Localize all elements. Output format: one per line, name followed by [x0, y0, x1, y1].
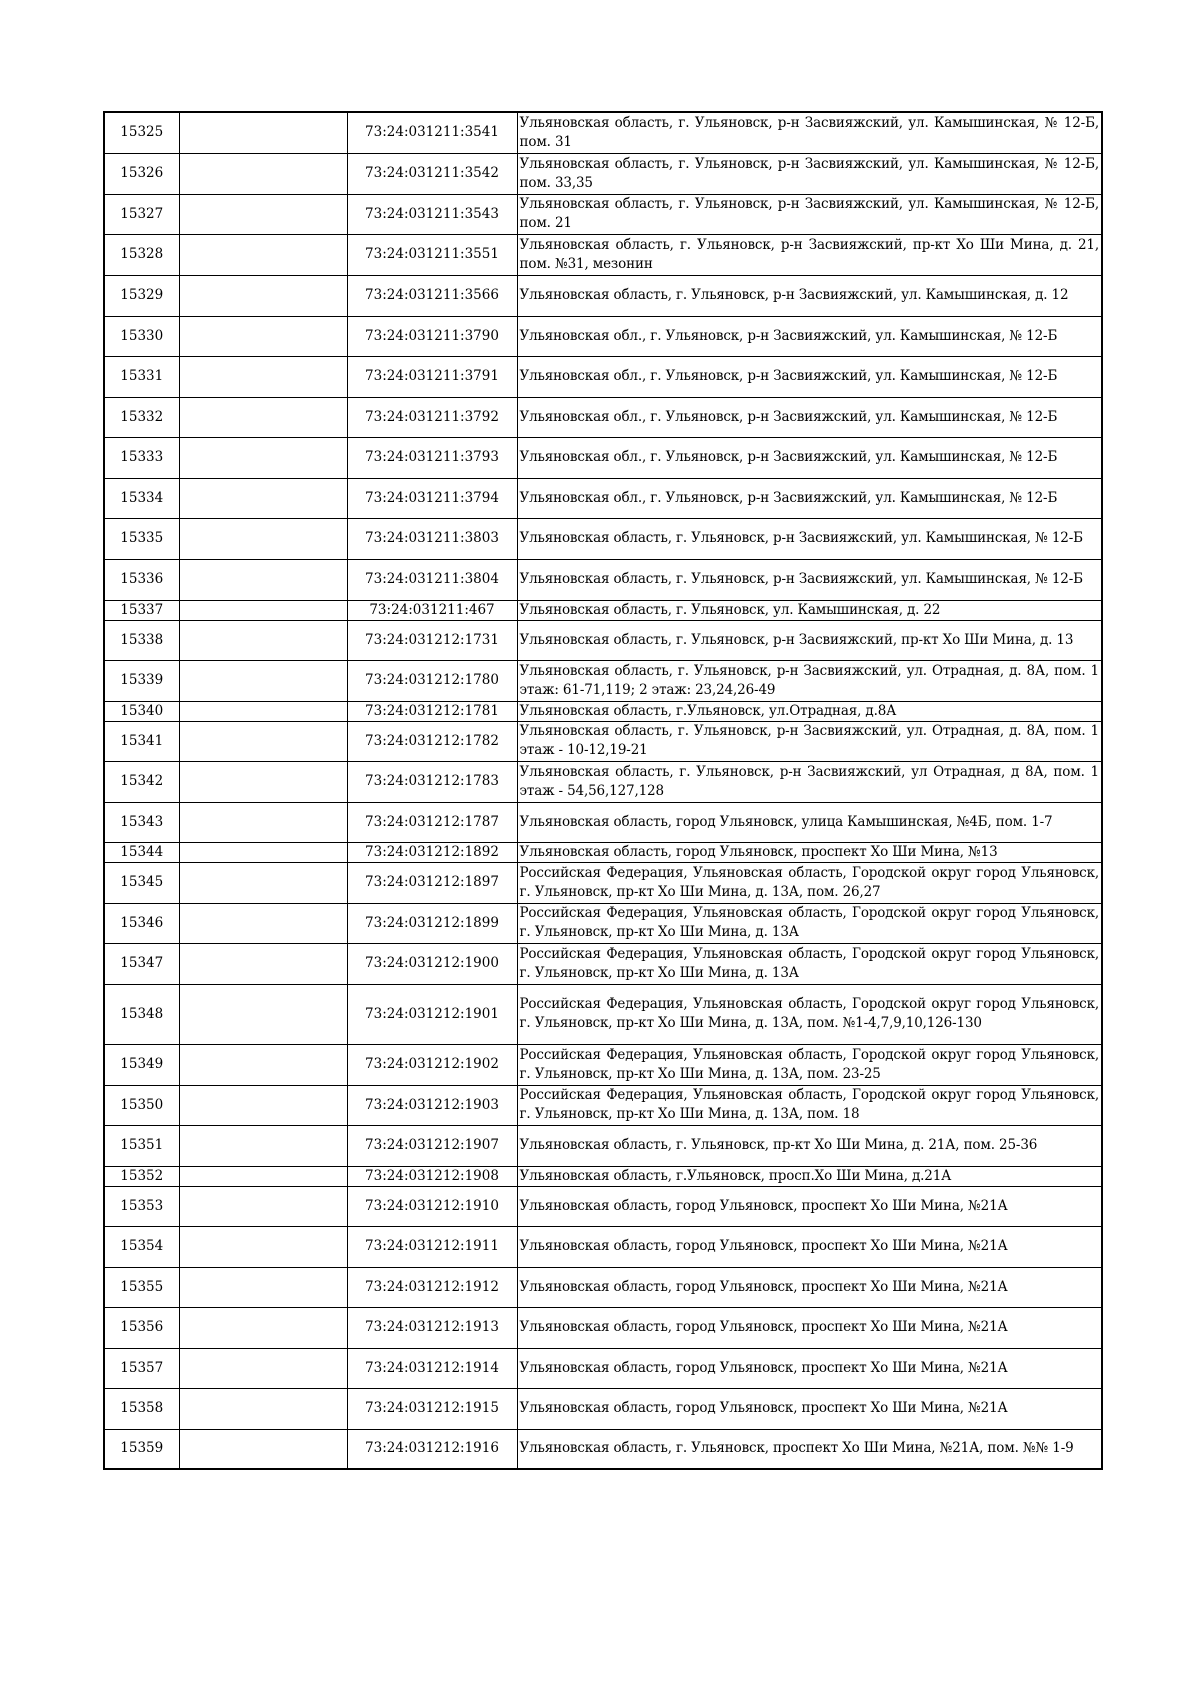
- cadastral-number-cell: 73:24:031212:1907: [347, 1125, 517, 1166]
- address-cell: Ульяновская область, г.Ульяновск, ул.Отрадная, д.8А: [517, 701, 1102, 721]
- table-row: [104, 478, 1102, 518]
- empty-cell: [179, 842, 347, 862]
- row-number-cell: 15347: [104, 943, 179, 984]
- address-cell: Ульяновская область, г. Ульяновск, р-н Засвияжский, ул. Камышинская, № 12-Б: [517, 559, 1102, 600]
- table-row: [104, 984, 1102, 1044]
- empty-cell: [179, 1044, 347, 1085]
- address-cell: Ульяновская область, г. Ульяновск, р-н Засвияжский, ул. Камышинская, № 12-Б, пом. 33,35: [517, 153, 1102, 194]
- table-row: [104, 761, 1102, 802]
- row-number-cell: 15357: [104, 1348, 179, 1388]
- address-cell: Ульяновская область, г. Ульяновск, проспект Хо Ши Мина, №21А, пом. №№ 1-9: [517, 1429, 1102, 1469]
- table-row: [104, 842, 1102, 862]
- row-number-cell: 15345: [104, 862, 179, 903]
- cadastral-number-cell: 73:24:031211:3803: [347, 518, 517, 559]
- empty-cell: [179, 600, 347, 620]
- address-cell: Российская Федерация, Ульяновская область, Городской округ город Ульяновск, г. Ульяновск, пр-кт Хо Ши Мина, д. 13А, пом. 26,27: [517, 862, 1102, 903]
- address-cell: Ульяновская обл., г. Ульяновск, р-н Засвияжский, ул. Камышинская, № 12-Б: [517, 437, 1102, 478]
- empty-cell: [179, 802, 347, 842]
- empty-cell: [179, 1307, 347, 1348]
- address-cell: Российская Федерация, Ульяновская область, Городской округ город Ульяновск, г. Ульяновск, пр-кт Хо Ши Мина, д. 13А: [517, 903, 1102, 943]
- row-number-cell: 15352: [104, 1166, 179, 1186]
- empty-cell: [179, 1085, 347, 1125]
- address-cell: Российская Федерация, Ульяновская область, Городской округ город Ульяновск, г. Ульяновск, пр-кт Хо Ши Мина, д. 13А, пом. 18: [517, 1085, 1102, 1125]
- address-cell: Ульяновская область, г. Ульяновск, ул. Камышинская, д. 22: [517, 600, 1102, 620]
- cadastral-number-cell: 73:24:031212:1908: [347, 1166, 517, 1186]
- cadastral-number-cell: 73:24:031211:3790: [347, 316, 517, 356]
- address-cell: Ульяновская область, город Ульяновск, проспект Хо Ши Мина, №21А: [517, 1267, 1102, 1307]
- table-row: [104, 437, 1102, 478]
- row-number-cell: 15355: [104, 1267, 179, 1307]
- row-number-cell: 15336: [104, 559, 179, 600]
- row-number-cell: 15344: [104, 842, 179, 862]
- cadastral-number-cell: 73:24:031212:1780: [347, 660, 517, 701]
- empty-cell: [179, 1348, 347, 1388]
- table-row: [104, 153, 1102, 194]
- table-row: [104, 862, 1102, 903]
- address-cell: Ульяновская область, г.Ульяновск, просп.Хо Ши Мина, д.21А: [517, 1166, 1102, 1186]
- address-cell: Ульяновская область, г. Ульяновск, р-н Засвияжский, пр-кт Хо Ши Мина, д. 13: [517, 620, 1102, 660]
- address-cell: Ульяновская обл., г. Ульяновск, р-н Засвияжский, ул. Камышинская, № 12-Б: [517, 478, 1102, 518]
- registry-body: [104, 112, 1102, 1469]
- cadastral-number-cell: 73:24:031212:1731: [347, 620, 517, 660]
- address-cell: Ульяновская область, г. Ульяновск, р-н Засвияжский, ул Отрадная, д 8А, пом. 1 этаж - 54,56,127,128: [517, 761, 1102, 802]
- address-cell: Ульяновская область, город Ульяновск, проспект Хо Ши Мина, №21А: [517, 1388, 1102, 1429]
- empty-cell: [179, 660, 347, 701]
- empty-cell: [179, 153, 347, 194]
- empty-cell: [179, 234, 347, 275]
- address-cell: Ульяновская область, город Ульяновск, проспект Хо Ши Мина, №21А: [517, 1186, 1102, 1226]
- address-cell: Ульяновская область, город Ульяновск, проспект Хо Ши Мина, №21А: [517, 1307, 1102, 1348]
- empty-cell: [179, 112, 347, 153]
- table-row: [104, 1125, 1102, 1166]
- address-cell: Ульяновская обл., г. Ульяновск, р-н Засвияжский, ул. Камышинская, № 12-Б: [517, 316, 1102, 356]
- empty-cell: [179, 1166, 347, 1186]
- row-number-cell: 15342: [104, 761, 179, 802]
- address-cell: Российская Федерация, Ульяновская область, Городской округ город Ульяновск, г. Ульяновск, пр-кт Хо Ши Мина, д. 13А: [517, 943, 1102, 984]
- row-number-cell: 15346: [104, 903, 179, 943]
- table-row: [104, 1226, 1102, 1267]
- empty-cell: [179, 1125, 347, 1166]
- cadastral-number-cell: 73:24:031211:3551: [347, 234, 517, 275]
- table-row: [104, 721, 1102, 761]
- row-number-cell: 15329: [104, 275, 179, 316]
- row-number-cell: 15349: [104, 1044, 179, 1085]
- row-number-cell: 15335: [104, 518, 179, 559]
- empty-cell: [179, 316, 347, 356]
- address-cell: Ульяновская область, г. Ульяновск, р-н Засвияжский, ул. Камышинская, № 12-Б: [517, 518, 1102, 559]
- row-number-cell: 15337: [104, 600, 179, 620]
- table-row: [104, 600, 1102, 620]
- address-cell: Российская Федерация, Ульяновская область, Городской округ город Ульяновск, г. Ульяновск, пр-кт Хо Ши Мина, д. 13А, пом. 23-25: [517, 1044, 1102, 1085]
- cadastral-number-cell: 73:24:031211:3541: [347, 112, 517, 153]
- property-registry-table: [103, 111, 1103, 1470]
- cadastral-number-cell: 73:24:031212:1783: [347, 761, 517, 802]
- empty-cell: [179, 397, 347, 437]
- empty-cell: [179, 356, 347, 397]
- document-page: [103, 111, 1101, 1470]
- row-number-cell: 15325: [104, 112, 179, 153]
- row-number-cell: 15326: [104, 153, 179, 194]
- row-number-cell: 15358: [104, 1388, 179, 1429]
- cadastral-number-cell: 73:24:031212:1913: [347, 1307, 517, 1348]
- table-row: [104, 1186, 1102, 1226]
- row-number-cell: 15328: [104, 234, 179, 275]
- row-number-cell: 15327: [104, 194, 179, 234]
- cadastral-number-cell: 73:24:031211:3543: [347, 194, 517, 234]
- cadastral-number-cell: 73:24:031212:1902: [347, 1044, 517, 1085]
- row-number-cell: 15338: [104, 620, 179, 660]
- address-cell: Ульяновская область, город Ульяновск, проспект Хо Ши Мина, №13: [517, 842, 1102, 862]
- row-number-cell: 15353: [104, 1186, 179, 1226]
- table-row: [104, 234, 1102, 275]
- empty-cell: [179, 275, 347, 316]
- address-cell: Ульяновская область, город Ульяновск, проспект Хо Ши Мина, №21А: [517, 1226, 1102, 1267]
- table-row: [104, 802, 1102, 842]
- table-row: [104, 316, 1102, 356]
- cadastral-number-cell: 73:24:031212:1910: [347, 1186, 517, 1226]
- address-cell: Ульяновская область, город Ульяновск, проспект Хо Ши Мина, №21А: [517, 1348, 1102, 1388]
- empty-cell: [179, 1186, 347, 1226]
- empty-cell: [179, 1429, 347, 1469]
- cadastral-number-cell: 73:24:031212:1903: [347, 1085, 517, 1125]
- row-number-cell: 15359: [104, 1429, 179, 1469]
- table-row: [104, 397, 1102, 437]
- row-number-cell: 15351: [104, 1125, 179, 1166]
- table-row: [104, 1307, 1102, 1348]
- address-cell: Ульяновская область, г. Ульяновск, р-н Засвияжский, ул. Камышинская, д. 12: [517, 275, 1102, 316]
- cadastral-number-cell: 73:24:031212:1915: [347, 1388, 517, 1429]
- cadastral-number-cell: 73:24:031211:3566: [347, 275, 517, 316]
- table-row: [104, 1429, 1102, 1469]
- cadastral-number-cell: 73:24:031212:1897: [347, 862, 517, 903]
- table-row: [104, 1044, 1102, 1085]
- cadastral-number-cell: 73:24:031211:3791: [347, 356, 517, 397]
- row-number-cell: 15348: [104, 984, 179, 1044]
- cadastral-number-cell: 73:24:031212:1781: [347, 701, 517, 721]
- empty-cell: [179, 1226, 347, 1267]
- table-row: [104, 559, 1102, 600]
- address-cell: Ульяновская область, г. Ульяновск, р-н Засвияжский, ул. Отрадная, д. 8А, пом. 1 этаж - 10-12,19-21: [517, 721, 1102, 761]
- empty-cell: [179, 721, 347, 761]
- empty-cell: [179, 559, 347, 600]
- table-row: [104, 943, 1102, 984]
- table-row: [104, 1267, 1102, 1307]
- cadastral-number-cell: 73:24:031211:3793: [347, 437, 517, 478]
- table-row: [104, 660, 1102, 701]
- row-number-cell: 15341: [104, 721, 179, 761]
- row-number-cell: 15331: [104, 356, 179, 397]
- row-number-cell: 15332: [104, 397, 179, 437]
- table-row: [104, 194, 1102, 234]
- empty-cell: [179, 761, 347, 802]
- row-number-cell: 15343: [104, 802, 179, 842]
- cadastral-number-cell: 73:24:031212:1782: [347, 721, 517, 761]
- empty-cell: [179, 1267, 347, 1307]
- empty-cell: [179, 194, 347, 234]
- empty-cell: [179, 478, 347, 518]
- cadastral-number-cell: 73:24:031211:3542: [347, 153, 517, 194]
- row-number-cell: 15340: [104, 701, 179, 721]
- cadastral-number-cell: 73:24:031212:1892: [347, 842, 517, 862]
- cadastral-number-cell: 73:24:031212:1916: [347, 1429, 517, 1469]
- row-number-cell: 15356: [104, 1307, 179, 1348]
- row-number-cell: 15354: [104, 1226, 179, 1267]
- row-number-cell: 15334: [104, 478, 179, 518]
- address-cell: Ульяновская область, г. Ульяновск, пр-кт Хо Ши Мина, д. 21А, пом. 25-36: [517, 1125, 1102, 1166]
- cadastral-number-cell: 73:24:031212:1911: [347, 1226, 517, 1267]
- table-row: [104, 620, 1102, 660]
- cadastral-number-cell: 73:24:031212:1900: [347, 943, 517, 984]
- address-cell: Ульяновская область, г. Ульяновск, р-н Засвияжский, ул. Отрадная, д. 8А, пом. 1 этаж: 61-71,119; 2 этаж: 23,24,26-49: [517, 660, 1102, 701]
- empty-cell: [179, 1388, 347, 1429]
- row-number-cell: 15339: [104, 660, 179, 701]
- row-number-cell: 15350: [104, 1085, 179, 1125]
- table-row: [104, 112, 1102, 153]
- address-cell: Ульяновская область, г. Ульяновск, р-н Засвияжский, пр-кт Хо Ши Мина, д. 21, пом. №31, мезонин: [517, 234, 1102, 275]
- cadastral-number-cell: 73:24:031212:1912: [347, 1267, 517, 1307]
- table-row: [104, 1166, 1102, 1186]
- cadastral-number-cell: 73:24:031211:467: [347, 600, 517, 620]
- empty-cell: [179, 984, 347, 1044]
- cadastral-number-cell: 73:24:031211:3794: [347, 478, 517, 518]
- cadastral-number-cell: 73:24:031212:1899: [347, 903, 517, 943]
- empty-cell: [179, 437, 347, 478]
- table-row: [104, 903, 1102, 943]
- address-cell: Ульяновская область, город Ульяновск, улица Камышинская, №4Б, пом. 1-7: [517, 802, 1102, 842]
- address-cell: Ульяновская обл., г. Ульяновск, р-н Засвияжский, ул. Камышинская, № 12-Б: [517, 397, 1102, 437]
- empty-cell: [179, 903, 347, 943]
- cadastral-number-cell: 73:24:031212:1914: [347, 1348, 517, 1388]
- row-number-cell: 15333: [104, 437, 179, 478]
- empty-cell: [179, 862, 347, 903]
- table-row: [104, 356, 1102, 397]
- empty-cell: [179, 943, 347, 984]
- row-number-cell: 15330: [104, 316, 179, 356]
- table-row: [104, 518, 1102, 559]
- cadastral-number-cell: 73:24:031212:1787: [347, 802, 517, 842]
- cadastral-number-cell: 73:24:031211:3792: [347, 397, 517, 437]
- table-row: [104, 701, 1102, 721]
- address-cell: Ульяновская область, г. Ульяновск, р-н Засвияжский, ул. Камышинская, № 12-Б, пом. 21: [517, 194, 1102, 234]
- empty-cell: [179, 620, 347, 660]
- empty-cell: [179, 701, 347, 721]
- table-row: [104, 1388, 1102, 1429]
- table-row: [104, 1085, 1102, 1125]
- empty-cell: [179, 518, 347, 559]
- address-cell: Российская Федерация, Ульяновская область, Городской округ город Ульяновск, г. Ульяновск, пр-кт Хо Ши Мина, д. 13А, пом. №1-4,7,9,10,126-130: [517, 984, 1102, 1044]
- cadastral-number-cell: 73:24:031211:3804: [347, 559, 517, 600]
- cadastral-number-cell: 73:24:031212:1901: [347, 984, 517, 1044]
- address-cell: Ульяновская область, г. Ульяновск, р-н Засвияжский, ул. Камышинская, № 12-Б, пом. 31: [517, 112, 1102, 153]
- table-row: [104, 1348, 1102, 1388]
- table-row: [104, 275, 1102, 316]
- address-cell: Ульяновская обл., г. Ульяновск, р-н Засвияжский, ул. Камышинская, № 12-Б: [517, 356, 1102, 397]
